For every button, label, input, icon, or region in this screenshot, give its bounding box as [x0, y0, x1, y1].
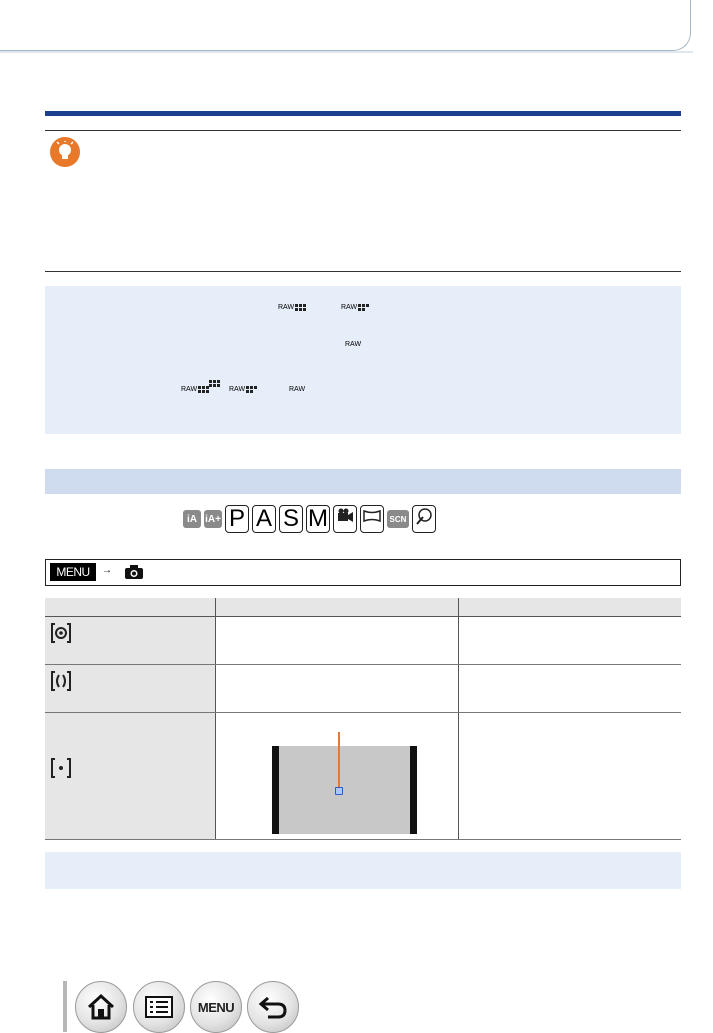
fine-quality-icon: [209, 370, 220, 388]
back-button[interactable]: [247, 981, 299, 1033]
contents-button[interactable]: [133, 981, 185, 1033]
section-blue-rule: [45, 111, 681, 116]
intelligent-auto-plus-icon: iA+: [204, 510, 222, 528]
tip-lightbulb-icon: [50, 137, 80, 167]
table-header: [45, 598, 681, 617]
column-divider: [458, 598, 459, 839]
raw-fine-icon: RAW: [181, 386, 209, 393]
spot-metering-diagram: [272, 746, 417, 834]
raw-fine-icon: RAW: [278, 304, 306, 311]
divider: [45, 271, 681, 272]
raw-icon: RAW: [289, 386, 306, 393]
row-divider: [45, 712, 681, 713]
creative-control-icon: [412, 505, 436, 533]
menu-path: [45, 559, 681, 586]
menu-label: MENU: [197, 999, 235, 1015]
raw-standard-icon: RAW: [229, 386, 257, 393]
center-weighted-icon: [49, 669, 73, 693]
menu-button[interactable]: [190, 981, 242, 1033]
home-icon: [86, 993, 116, 1021]
callout-line: [338, 732, 340, 790]
menu-icon: MENU: [50, 563, 96, 581]
camera-icon: [124, 564, 144, 580]
mode-p-icon: P: [225, 505, 249, 533]
spot-metering-icon: [49, 756, 73, 780]
arrow-right-icon: →: [102, 565, 112, 576]
home-button[interactable]: [75, 981, 127, 1033]
raw-icon: RAW: [345, 341, 362, 348]
multiple-metering-icon: [49, 621, 73, 645]
intelligent-auto-icon: iA: [183, 510, 201, 528]
raw-standard-icon: RAW: [341, 304, 369, 311]
panorama-icon: [360, 505, 384, 533]
mode-s-icon: S: [279, 505, 303, 533]
spot-metering-target-icon: [335, 787, 343, 795]
mode-a-icon: A: [252, 505, 276, 533]
back-icon: [258, 994, 288, 1020]
note-box: [45, 286, 681, 434]
recording-mode-icons: [183, 505, 436, 533]
divider: [45, 130, 681, 131]
contents-icon: [145, 996, 173, 1018]
mode-m-icon: M: [308, 505, 328, 532]
section-heading-bar: [45, 469, 681, 494]
creative-video-icon: [333, 505, 357, 533]
scene-mode-icon: SCN: [387, 510, 409, 528]
footer-divider: [63, 981, 67, 1032]
column-divider: [215, 598, 216, 839]
page-tab-frame: [0, 0, 691, 51]
row-divider: [45, 664, 681, 665]
note-box: [45, 852, 681, 889]
row-divider: [45, 839, 681, 840]
